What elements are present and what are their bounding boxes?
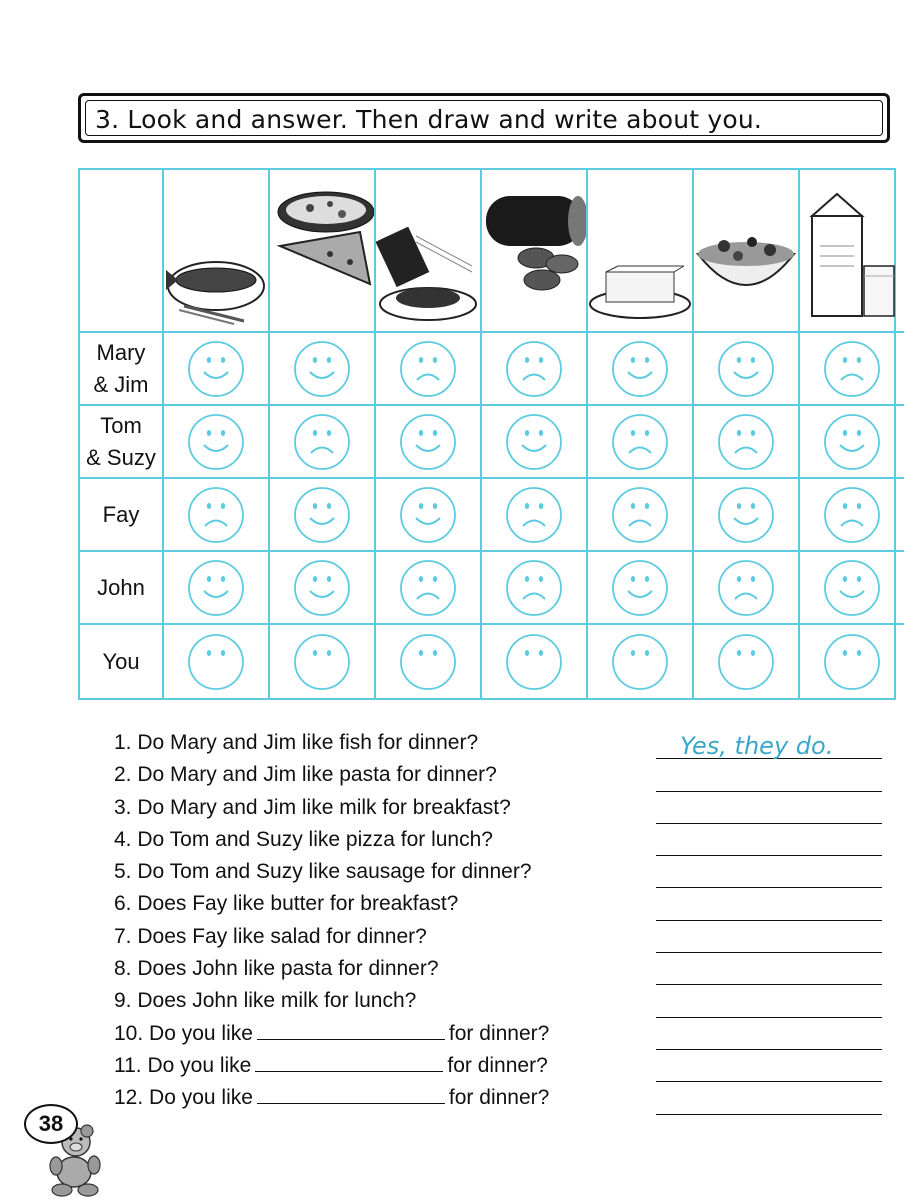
answer-line[interactable] <box>656 985 882 1017</box>
happy-face-icon <box>291 338 353 400</box>
happy-face-icon <box>609 338 671 400</box>
face-cell <box>588 406 694 479</box>
answer-text: Yes, they do. <box>680 732 834 761</box>
row-label: Fay <box>102 501 140 527</box>
question-item: 6. Does Fay like butter for breakfast? <box>114 892 459 916</box>
sad-face-icon <box>503 557 565 619</box>
sad-face-icon <box>609 411 671 473</box>
face-cell <box>800 625 904 698</box>
question-item <box>114 1082 674 1114</box>
sad-face-icon <box>503 338 565 400</box>
blank-face-icon[interactable] <box>397 631 459 693</box>
face-cell <box>482 406 588 479</box>
happy-face-icon <box>185 557 247 619</box>
face-cell <box>482 552 588 625</box>
question-suffix: for dinner? <box>448 1021 550 1045</box>
happy-face-icon <box>715 484 777 546</box>
food-blank-field[interactable] <box>257 1085 445 1104</box>
face-cell <box>694 479 800 552</box>
question-prefix: 11. Do you like <box>114 1053 252 1077</box>
face-cell <box>164 406 270 479</box>
food-header-cell <box>482 170 588 333</box>
exercise-title: 3. Look and answer. Then draw and write about you. <box>95 105 763 134</box>
question-item <box>114 1050 674 1082</box>
sad-face-icon <box>291 411 353 473</box>
face-cell <box>376 625 482 698</box>
blank-face-icon[interactable] <box>821 631 883 693</box>
face-cell <box>164 552 270 625</box>
question-suffix: for dinner? <box>447 1053 548 1077</box>
milk-picture <box>800 176 904 326</box>
face-cell <box>482 479 588 552</box>
question-item: 3. Do Mary and Jim like milk for breakfast? <box>114 795 511 819</box>
food-header-cell <box>164 170 270 333</box>
happy-face-icon <box>821 557 883 619</box>
food-header-cell <box>800 170 904 333</box>
answer-lines <box>656 727 882 1115</box>
happy-face-icon <box>503 411 565 473</box>
face-cell <box>800 406 904 479</box>
butter-picture <box>588 176 692 326</box>
food-preference-table <box>78 168 896 700</box>
answer-line[interactable] <box>656 824 882 856</box>
sad-face-icon <box>397 338 459 400</box>
row-label: John <box>97 574 145 600</box>
question-item: 4. Do Tom and Suzy like pizza for lunch? <box>114 827 493 851</box>
happy-face-icon <box>715 338 777 400</box>
food-header-cell <box>270 170 376 333</box>
happy-face-icon <box>821 411 883 473</box>
blank-face-icon[interactable] <box>503 631 565 693</box>
blank-face-icon[interactable] <box>185 631 247 693</box>
happy-face-icon <box>185 411 247 473</box>
question-item: 1. Do Mary and Jim like fish for dinner? <box>114 731 479 754</box>
face-cell <box>588 552 694 625</box>
face-cell <box>270 333 376 406</box>
answer-line[interactable] <box>656 792 882 824</box>
face-cell <box>800 552 904 625</box>
row-label-cell <box>80 552 164 625</box>
row-label: Tom & Suzy <box>86 412 156 470</box>
exercise-title-box <box>78 93 890 143</box>
face-cell <box>482 625 588 698</box>
sausage-picture <box>482 176 586 326</box>
page-number: 38 <box>38 1111 64 1136</box>
question-item: 5. Do Tom and Suzy like sausage for dinner? <box>114 860 532 884</box>
answer-line[interactable] <box>656 759 882 791</box>
face-cell <box>588 333 694 406</box>
face-cell <box>588 479 694 552</box>
happy-face-icon <box>291 557 353 619</box>
face-cell <box>270 479 376 552</box>
sad-face-icon <box>715 411 777 473</box>
food-blank-field[interactable] <box>255 1053 443 1072</box>
answer-line[interactable] <box>656 888 882 920</box>
face-cell <box>482 333 588 406</box>
face-cell <box>164 625 270 698</box>
sad-face-icon <box>715 557 777 619</box>
question-prefix: 10. Do you like <box>114 1021 253 1045</box>
question-item <box>114 1018 674 1050</box>
question-prefix: 12. Do you like <box>114 1086 253 1110</box>
question-item: 2. Do Mary and Jim like pasta for dinner? <box>114 763 497 787</box>
face-cell <box>800 479 904 552</box>
pasta-picture <box>376 176 480 326</box>
blank-face-icon[interactable] <box>609 631 671 693</box>
answer-line[interactable] <box>656 856 882 888</box>
row-label-cell <box>80 333 164 406</box>
food-blank-field[interactable] <box>257 1021 445 1040</box>
face-cell <box>270 406 376 479</box>
row-label-cell <box>80 406 164 479</box>
answer-line[interactable] <box>656 1018 882 1050</box>
happy-face-icon <box>291 484 353 546</box>
food-header-cell <box>376 170 482 333</box>
answer-line[interactable] <box>656 953 882 985</box>
sad-face-icon <box>503 484 565 546</box>
face-cell <box>694 625 800 698</box>
blank-face-icon[interactable] <box>291 631 353 693</box>
row-label: You <box>102 648 140 674</box>
face-cell <box>588 625 694 698</box>
face-cell <box>800 333 904 406</box>
row-label-cell <box>80 625 164 698</box>
food-header-cell <box>588 170 694 333</box>
face-cell <box>270 552 376 625</box>
face-cell <box>376 479 482 552</box>
header-corner-cell <box>80 170 164 333</box>
question-list <box>114 727 674 1115</box>
answer-line[interactable] <box>656 727 882 759</box>
question-item: 7. Does Fay like salad for dinner? <box>114 924 427 948</box>
sad-face-icon <box>821 484 883 546</box>
food-header-cell <box>694 170 800 333</box>
face-cell <box>270 625 376 698</box>
happy-face-icon <box>185 338 247 400</box>
answer-line[interactable] <box>656 1082 882 1114</box>
row-label: Mary & Jim <box>93 339 149 397</box>
happy-face-icon <box>609 557 671 619</box>
row-label-cell <box>80 479 164 552</box>
face-cell <box>164 479 270 552</box>
face-cell <box>694 333 800 406</box>
fish-picture <box>164 176 268 326</box>
question-item: 9. Does John like milk for lunch? <box>114 989 417 1013</box>
face-cell <box>376 552 482 625</box>
sad-face-icon <box>185 484 247 546</box>
page-number-badge <box>24 1104 78 1144</box>
face-cell <box>164 333 270 406</box>
sad-face-icon <box>609 484 671 546</box>
face-cell <box>376 333 482 406</box>
question-suffix: for dinner? <box>448 1086 550 1110</box>
salad-picture <box>694 176 798 326</box>
happy-face-icon <box>397 484 459 546</box>
face-cell <box>694 406 800 479</box>
question-item: 8. Does John like pasta for dinner? <box>114 957 439 981</box>
pizza-picture <box>270 176 374 326</box>
blank-face-icon[interactable] <box>715 631 777 693</box>
face-cell <box>376 406 482 479</box>
sad-face-icon <box>397 557 459 619</box>
answer-line[interactable] <box>656 921 882 953</box>
sad-face-icon <box>821 338 883 400</box>
happy-face-icon <box>397 411 459 473</box>
answer-line[interactable] <box>656 1050 882 1082</box>
face-cell <box>694 552 800 625</box>
